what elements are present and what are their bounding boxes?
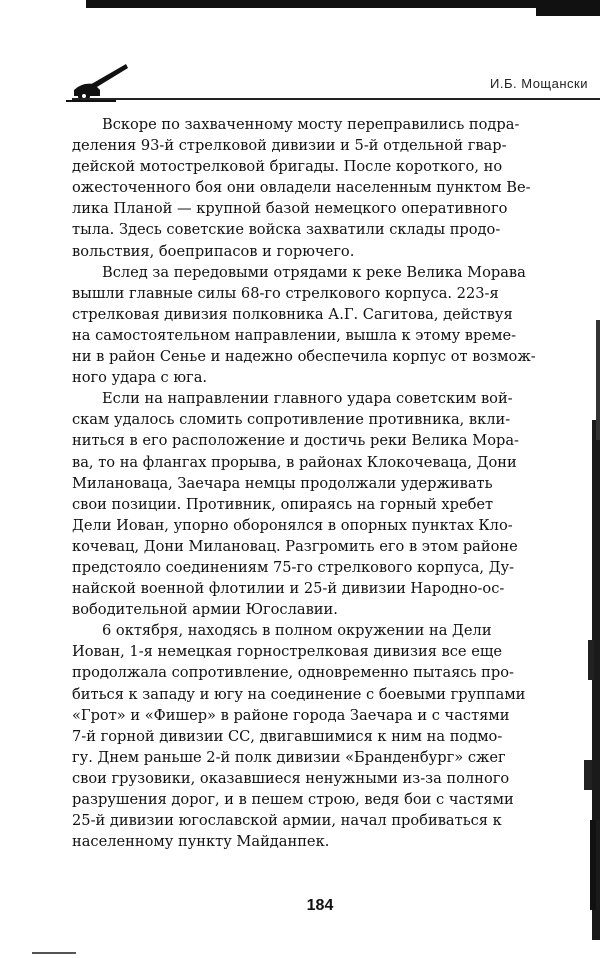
text-line: 25-й дивизии югославской армии, начал пробиваться к [72,812,502,830]
text-line: ожесточенного боя они овладели населенным пунктом Ве- [72,179,531,197]
paragraph [72,114,574,262]
text-line: Вслед за передовыми отрядами к реке Велика Морава [102,263,526,281]
text-line: деления 93-й стрелковой дивизии и 5-й отдельной гвар- [72,137,507,155]
text-line: дейской мотострелковой бригады. После короткого, но [72,158,503,176]
text-line: вободительной армии Югославии. [72,601,338,619]
text-line: ниться в его расположение и достичь реки Велика Мора- [72,432,519,450]
text-line: тыла. Здесь советские войска захватили склады продо- [72,221,501,239]
text-line: вышли главные силы 68-го стрелкового корпуса. 223-я [72,284,499,302]
paragraph [72,620,574,852]
text-line: на самостоятельном направлении, вышла к этому време- [72,326,517,344]
text-line: кочевац, Дони Милановац. Разгромить его в этом районе [72,537,518,555]
text-line: Дели Иован, упорно оборонялся в опорных пунктах Кло- [72,516,513,534]
header-rule [72,98,600,100]
text-line: вольствия, боеприпасов и горючего. [72,242,355,260]
text-line: найской военной флотилии и 25-й дивизии Народно-ос- [72,580,505,598]
top-border-bar [86,0,600,8]
text-line: гу. Днем раньше 2-й полк дивизии «Бранденбург» сжег [72,748,506,766]
body-text [72,114,574,852]
text-line: Если на направлении главного удара советским вой- [102,390,513,408]
paragraph [72,388,574,620]
running-header-author: И.Б. Мощански [490,76,588,91]
text-line: 6 октября, находясь в полном окружении на Дели [102,622,492,640]
text-line: 7-й горной дивизии СС, двигавшимися к ним на подмо- [72,727,503,745]
text-line: Иован, 1-я немецкая горнострелковая дивизия все еще [72,643,503,661]
text-line: «Грот» и «Фишер» в районе города Заечара и с частями [72,706,510,724]
paragraph [72,262,574,389]
page-number: 184 [306,897,334,914]
text-line: скам удалось сломить сопротивление противника, вкли- [72,411,511,429]
text-line: продолжала сопротивление, одновременно пытаясь про- [72,664,514,682]
text-line: лика Планой — крупной базой немецкого оперативного [72,200,508,218]
text-line: ни в район Сенье и надежно обеспечила корпус от возмож- [72,348,536,366]
text-line: предстояло соединениям 75-го стрелкового корпуса, Ду- [72,558,515,576]
text-line: биться к западу и югу на соединение с боевыми группами [72,685,526,703]
text-line: населенному пункту Майданпек. [72,833,330,851]
text-line: свои позиции. Противник, опираясь на горный хребет [72,495,494,513]
text-line: ного удара с юга. [72,369,208,387]
footer-rule [32,952,76,954]
text-line: свои грузовики, оказавшиеся ненужными из-за полного [72,769,510,787]
text-line: Вскоре по захваченному мосту переправились подра- [102,116,520,133]
text-line: разрушения дорог, и в пешем строю, ведя бои с частями [72,791,514,808]
text-line: ва, то на флангах прорыва, в районах Клокочеваца, Дони [72,453,517,471]
text-line: стрелковая дивизия полковника А.Г. Сагитова, действуя [72,305,513,323]
scan-edge-shadow [570,120,600,940]
text-line: Милановаца, Заечара немцы продолжали удерживать [72,474,493,492]
top-border-notch [536,0,600,16]
